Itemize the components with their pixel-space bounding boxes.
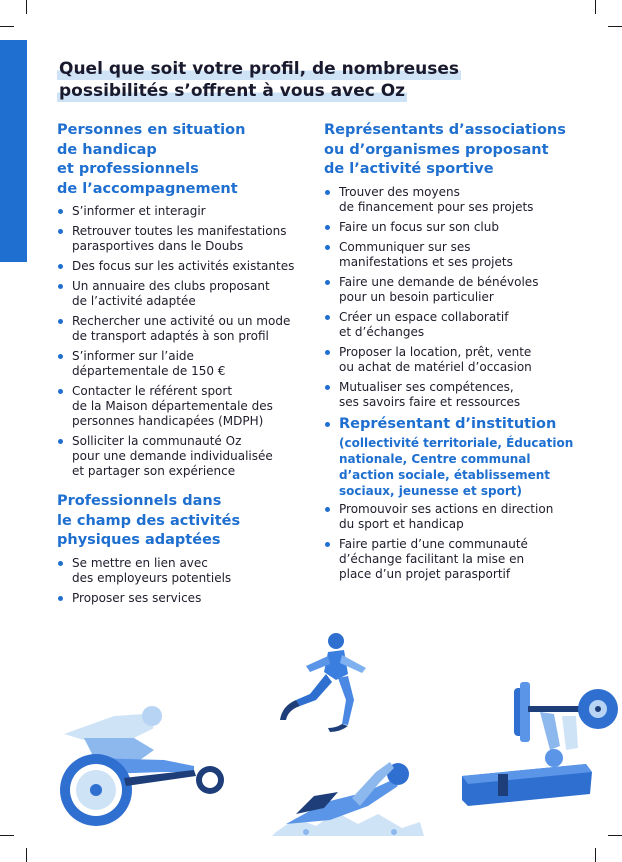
- bullet-dot-icon: [325, 245, 330, 250]
- list-item-text: Promouvoir ses actions en direction: [339, 502, 554, 516]
- list-item: [324, 240, 586, 270]
- section-title-line: de handicap: [57, 141, 157, 158]
- bullet-dot-icon: [325, 280, 330, 285]
- list-item-text: Contacter le référent sport: [72, 384, 233, 398]
- list-item: [324, 185, 586, 215]
- list-item: [324, 502, 586, 532]
- list-item: [57, 384, 319, 429]
- list-item-text: Faire partie d’une communauté: [339, 537, 528, 551]
- list-item: [57, 204, 319, 219]
- bullet-dot-icon: [58, 209, 63, 214]
- institution-note-line: sociaux, jeunesse et sport): [339, 484, 522, 498]
- bullet-dot-icon: [58, 319, 63, 324]
- title-line: Quel que soit votre profil, de nombreuses: [59, 59, 460, 79]
- list-item-text: Faire une demande de bénévoles: [339, 274, 539, 289]
- list-item-text: départementale de 150 €: [72, 364, 226, 378]
- crop-mark: [26, 0, 27, 14]
- side-accent-bar: [0, 40, 27, 262]
- section-title-line: et professionnels: [57, 161, 199, 177]
- list-item-text: Un annuaire des clubs proposant: [72, 279, 270, 293]
- list-item-text: d’échange facilitant la mise en: [339, 552, 525, 566]
- list-item-text: parasportives dans le Doubs: [72, 239, 244, 253]
- crop-mark: [608, 26, 622, 27]
- right-column: [324, 121, 586, 587]
- bullet-dot-icon: [58, 561, 63, 566]
- section-title-line: Personnes en situation: [57, 122, 246, 138]
- bullet-dot-icon: [325, 350, 330, 355]
- section-title-professionnels: [57, 492, 319, 551]
- bullet-dot-icon: [58, 439, 63, 444]
- list-item: [57, 591, 319, 606]
- list-item-text: et partager son expérience: [72, 464, 236, 478]
- section-title-line: ou d’organismes proposant: [324, 141, 549, 158]
- institution-note-line: (collectivité territoriale, Éducation: [339, 436, 574, 450]
- list-item-text: pour une demande individualisée: [72, 449, 273, 463]
- list-item: [324, 310, 586, 340]
- powerlifter-icon: [458, 676, 618, 806]
- list-item-text: personnes handicapées (MDPH): [72, 414, 264, 428]
- section-title-line: physiques adaptées: [57, 532, 221, 548]
- bullet-dot-icon: [58, 596, 63, 601]
- crop-mark: [0, 26, 14, 27]
- bullet-dot-icon: [325, 225, 330, 230]
- section-title-line: le champ des activités: [57, 512, 241, 529]
- list-item: [57, 224, 319, 254]
- list-item-text: Rechercher une activité ou un mode: [72, 314, 291, 328]
- bullet-list-representants: [324, 185, 586, 583]
- list-item-text: Mutualiser ses compétences,: [339, 379, 514, 394]
- list-item-text: de financement pour ses projets: [339, 199, 534, 214]
- list-item: [57, 279, 319, 309]
- section-title-line: de l’accompagnement: [57, 180, 238, 197]
- bullet-dot-icon: [58, 229, 63, 234]
- page-title: [57, 59, 477, 103]
- swimmer-icon: [266, 752, 426, 836]
- list-item: [324, 537, 586, 582]
- bullet-dot-icon: [58, 284, 63, 289]
- crop-mark: [26, 848, 27, 862]
- list-item-text: Retrouver toutes les manifestations: [72, 224, 287, 238]
- bullet-dot-icon: [325, 385, 330, 390]
- list-item: [57, 259, 319, 274]
- list-item-text: pour un besoin particulier: [339, 289, 494, 304]
- list-item-text: du sport et handicap: [339, 517, 464, 531]
- blade-runner-icon: [266, 628, 382, 732]
- bullet-dot-icon: [325, 542, 330, 547]
- list-item: [324, 275, 586, 305]
- crop-mark: [595, 848, 596, 862]
- list-item: [324, 380, 586, 410]
- crop-mark: [595, 0, 596, 14]
- crop-mark: [0, 835, 14, 836]
- list-item-text: Communiquer sur ses: [339, 239, 471, 254]
- institution-note-line: d’action sociale, établissement: [339, 468, 551, 482]
- title-line: possibilités s’offrent à vous avec Oz: [59, 81, 406, 101]
- list-item: [57, 556, 319, 586]
- list-item-text: Créer un espace collaboratif: [339, 309, 509, 324]
- bullet-dot-icon: [325, 190, 330, 195]
- list-item-text: Faire un focus sur son club: [339, 219, 499, 234]
- list-item-text: de la Maison départementale des: [72, 399, 273, 413]
- bullet-dot-icon: [325, 315, 330, 320]
- institution-note-line: nationale, Centre communal: [339, 452, 531, 466]
- list-item-text: Solliciter la communauté Oz: [72, 434, 242, 448]
- list-item-text: ses savoirs faire et ressources: [339, 394, 521, 409]
- crop-mark: [608, 835, 622, 836]
- list-item-text: S’informer sur l’aide: [72, 349, 194, 363]
- section-title-line: de l’activité sportive: [324, 161, 494, 177]
- list-item-text: Proposer la location, prêt, vente: [339, 344, 532, 359]
- list-item: [324, 345, 586, 375]
- list-item-text: manifestations et ses projets: [339, 254, 513, 269]
- section-title-line: Professionnels dans: [57, 493, 222, 509]
- section-title-line: Représentant d’institution: [339, 415, 557, 432]
- list-item-text: ou achat de matériel d’occasion: [339, 359, 532, 374]
- list-item: [57, 434, 319, 479]
- wheelchair-racer-icon: [44, 694, 234, 832]
- bullet-dot-icon: [58, 389, 63, 394]
- list-item-text: place d’un projet parasportif: [339, 567, 511, 581]
- list-item-text: et d’échanges: [339, 324, 425, 339]
- list-item: [57, 314, 319, 344]
- list-item-text: Trouver des moyens: [339, 184, 460, 199]
- institution-note: [339, 435, 586, 499]
- list-item-text: des employeurs potentiels: [72, 570, 232, 585]
- list-item-text: Des focus sur les activités existantes: [72, 259, 295, 273]
- bullet-dot-icon: [58, 264, 63, 269]
- list-item-text: S’informer et interagir: [72, 204, 206, 218]
- list-item: [57, 349, 319, 379]
- bullet-dot-icon: [58, 354, 63, 359]
- section-title-line: Représentants d’associations: [324, 122, 566, 138]
- list-item-institution: [324, 415, 586, 500]
- bullet-list-professionnels: [57, 556, 319, 606]
- left-column: [57, 121, 319, 611]
- list-item-text: Proposer ses services: [72, 590, 202, 605]
- list-item-text: de l’activité adaptée: [72, 294, 196, 308]
- section-title-representants: [324, 121, 586, 180]
- bullet-dot-icon: [325, 422, 330, 427]
- bullet-list-personnes: [57, 204, 319, 479]
- section-title-personnes: [57, 121, 319, 199]
- bullet-dot-icon: [325, 507, 330, 512]
- list-item: [324, 220, 586, 235]
- section-title-institution: [339, 415, 586, 435]
- list-item-text: Se mettre en lien avec: [72, 555, 208, 570]
- list-item-text: de transport adaptés à son profil: [72, 329, 269, 343]
